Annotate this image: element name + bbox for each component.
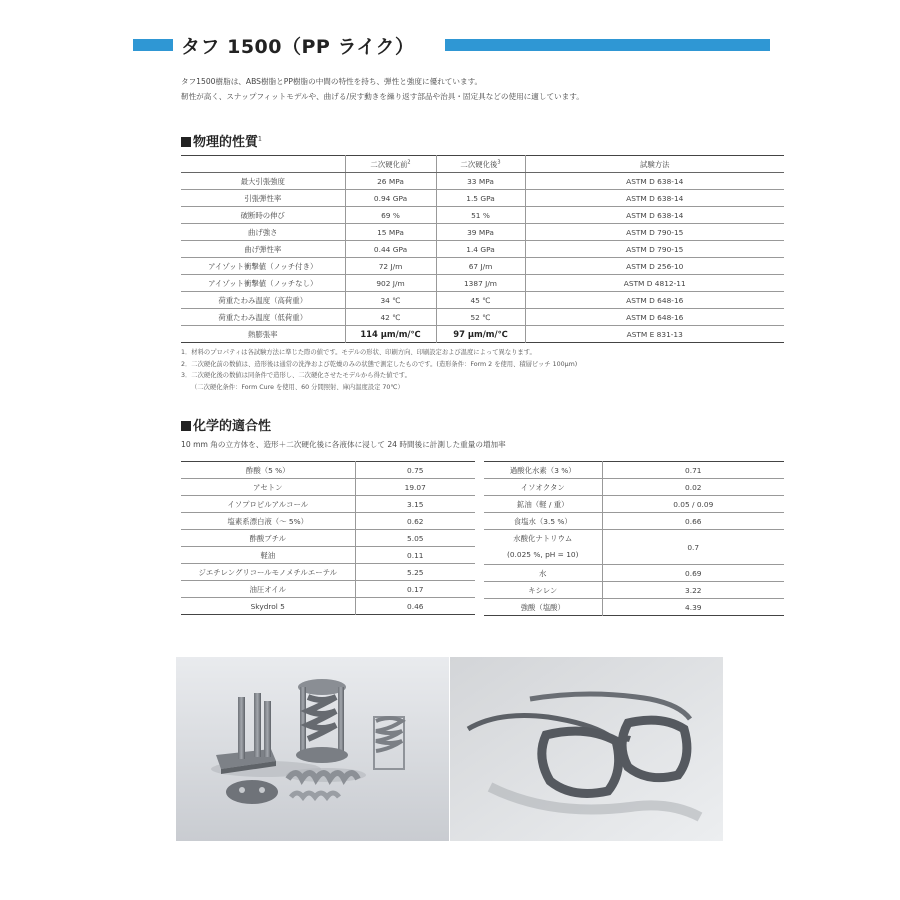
value-post: 51 % — [436, 207, 525, 224]
value-pre: 0.44 GPa — [345, 241, 436, 258]
test-method: ASTM D 638-14 — [525, 190, 784, 207]
value-pre: 72 J/m — [345, 258, 436, 275]
test-method: ASTM E 831-13 — [525, 326, 784, 343]
square-bullet-icon — [181, 137, 191, 147]
header-post-cure: 二次硬化後$^3$ — [436, 156, 525, 173]
chemical-name: 強酸（塩酸） — [484, 599, 602, 616]
table-row — [181, 547, 475, 564]
chemical-name: 鉱油（軽 / 重） — [484, 496, 602, 513]
table-row — [181, 190, 784, 207]
title-accent-left — [133, 39, 173, 51]
table-row — [181, 309, 784, 326]
table-row — [181, 598, 475, 615]
value-post: 1387 J/m — [436, 275, 525, 292]
page-title: タフ 1500（PP ライク） — [181, 36, 415, 58]
weight-gain: 19.07 — [355, 479, 475, 496]
weight-gain: 3.22 — [602, 582, 784, 599]
photo-printed-parts — [176, 657, 449, 841]
value-pre: 0.94 GPa — [345, 190, 436, 207]
value-pre: 26 MPa — [345, 173, 436, 190]
value-pre: 114 μm/m/℃ — [345, 326, 436, 343]
weight-gain: 0.75 — [355, 462, 475, 479]
intro-line-2: 靭性が高く、スナップフィットモデルや、曲げる/戻す動きを繰り返す部品や治具・固定具などの使用に適しています。 — [181, 92, 584, 101]
test-method: ASTM D 256-10 — [525, 258, 784, 275]
table-row — [181, 292, 784, 309]
chemical-name: ジエチレングリコールモノメチルエーテル — [181, 564, 355, 581]
table-row — [181, 496, 475, 513]
value-pre: 34 ℃ — [345, 292, 436, 309]
test-method: ASTM D 638-14 — [525, 207, 784, 224]
table-row — [181, 241, 784, 258]
value-post: 1.4 GPa — [436, 241, 525, 258]
intro-text — [181, 74, 781, 104]
photo-glasses-frame — [450, 657, 723, 841]
test-method: ASTM D 638-14 — [525, 173, 784, 190]
weight-gain: 5.25 — [355, 564, 475, 581]
value-post: 97 μm/m/℃ — [436, 326, 525, 343]
chemical-name: アセトン — [181, 479, 355, 496]
chemical-name: 酢酸（5 %） — [245, 465, 290, 475]
chemical-name: 過酸化水素（3 %） — [509, 465, 576, 475]
header-pre-cure: 二次硬化前$^2$ — [345, 156, 436, 173]
table-row — [181, 275, 784, 292]
chemical-name: 油圧オイル — [181, 581, 355, 598]
property-name: 引張弾性率 — [181, 190, 345, 207]
test-method: ASTM D 648-16 — [525, 309, 784, 326]
weight-gain: 0.71 — [602, 462, 784, 479]
value-post: 1.5 GPa — [436, 190, 525, 207]
title-accent-right — [445, 39, 770, 51]
value-post: 33 MPa — [436, 173, 525, 190]
weight-gain: 0.62 — [355, 513, 475, 530]
chemical-name: Skydrol 5 — [181, 598, 355, 615]
section-title-chemical — [181, 415, 271, 434]
table-row — [181, 173, 784, 190]
test-method: ASTM D 648-16 — [525, 292, 784, 309]
weight-gain: 0.7 — [602, 530, 784, 565]
table-row — [181, 581, 475, 598]
value-pre: 69 % — [345, 207, 436, 224]
footnote-1: 1．材料のプロパティは各試験方法に準じた際の値です。モデルの形状、印刷方向、印刷設定および温度によって異なります。 — [181, 349, 536, 356]
weight-gain: 4.39 — [602, 599, 784, 616]
value-post: 67 J/m — [436, 258, 525, 275]
chemical-table-left — [181, 461, 475, 615]
table-row — [181, 564, 475, 581]
table-row — [484, 599, 784, 616]
property-name: 荷重たわみ温度（低荷重） — [181, 309, 345, 326]
physical-title-text: 物理的性質 — [193, 135, 259, 150]
table-row — [484, 565, 784, 582]
weight-gain: 0.11 — [355, 547, 475, 564]
physical-title-footnote: 1 — [258, 135, 262, 143]
chemical-name: キシレン — [484, 582, 602, 599]
value-pre: 15 MPa — [345, 224, 436, 241]
table-row — [181, 224, 784, 241]
property-name: 最大引張強度 — [181, 173, 345, 190]
value-post: 52 ℃ — [436, 309, 525, 326]
chemical-name: イソプロピルアルコール — [181, 496, 355, 513]
weight-gain: 0.05 / 0.09 — [602, 496, 784, 513]
chemical-title-text: 化学的適合性 — [193, 419, 272, 434]
chemical-name: 酢酸ブチル — [181, 530, 355, 547]
property-name: アイゾット衝撃値（ノッチ付き） — [181, 258, 345, 275]
test-method: ASTM D 790-15 — [525, 241, 784, 258]
table-header-row — [181, 156, 784, 173]
chemical-name: 水 — [484, 565, 602, 582]
table-row — [484, 479, 784, 496]
table-row — [484, 582, 784, 599]
footnote-3: 3．二次硬化後の数値は同条件で造形し、二次硬化させたモデルから得た値です。 — [181, 372, 411, 379]
value-post: 39 MPa — [436, 224, 525, 241]
property-name: 荷重たわみ温度（高荷重） — [181, 292, 345, 309]
weight-gain: 0.17 — [355, 581, 475, 598]
table-row — [484, 496, 784, 513]
chemical-name: 水酸化ナトリウム (0.025 %, pH = 10) — [484, 530, 602, 565]
square-bullet-icon — [181, 421, 191, 431]
header-test-method: 試験方法 — [525, 156, 784, 173]
footnote-2: 2．二次硬化前の数値は、造形後は通常の洗浄および乾燥のみの状態で測定したものです。(造形条件：Form 2 を使用、積層ピッチ 100μm) — [181, 360, 578, 368]
chemical-name: 軽油 — [181, 547, 355, 564]
table-row — [181, 479, 475, 496]
section-title-physical — [181, 131, 262, 150]
weight-gain: 0.46 — [355, 598, 475, 615]
header-property — [181, 156, 345, 173]
chemical-name: イソオクタン — [484, 479, 602, 496]
property-name: 曲げ弾性率 — [181, 241, 345, 258]
value-pre: 42 ℃ — [345, 309, 436, 326]
table-row — [181, 326, 784, 343]
table-row — [181, 513, 475, 530]
footnotes — [181, 347, 577, 393]
weight-gain: 0.02 — [602, 479, 784, 496]
table-row — [484, 462, 784, 479]
table-row — [484, 530, 784, 565]
table-row — [484, 513, 784, 530]
chemical-name: 塩素系漂白液（～ 5%） — [181, 513, 355, 530]
test-method: ASTM D 790-15 — [525, 224, 784, 241]
weight-gain: 0.66 — [602, 513, 784, 530]
test-method: ASTM D 4812-11 — [525, 275, 784, 292]
weight-gain: 0.69 — [602, 565, 784, 582]
physical-properties-table — [181, 155, 784, 343]
value-post: 45 ℃ — [436, 292, 525, 309]
value-pre: 902 J/m — [345, 275, 436, 292]
footnote-3-conditions: （二次硬化条件：Form Cure を使用、60 分間照射、庫内温度設定 70℃） — [191, 383, 404, 391]
table-row — [181, 207, 784, 224]
table-row — [181, 530, 475, 547]
property-name: 熱膨張率 — [181, 326, 345, 343]
property-name: アイゾット衝撃値（ノッチなし） — [181, 275, 345, 292]
table-row — [181, 462, 475, 479]
property-name: 曲げ強さ — [181, 224, 345, 241]
property-name: 破断時の伸び — [181, 207, 345, 224]
table-row — [181, 258, 784, 275]
weight-gain: 5.05 — [355, 530, 475, 547]
chemical-intro: 10 mm 角の立方体を、造形＋二次硬化後に各液体に浸して 24 時間後に計測した重量の増加率 — [181, 440, 506, 449]
weight-gain: 3.15 — [355, 496, 475, 513]
intro-line-1: タフ1500樹脂は、ABS樹脂とPP樹脂の中間の特性を持ち、弾性と強度に優れています。 — [181, 77, 483, 86]
chemical-name: 食塩水（3.5 %） — [484, 513, 602, 530]
title-bar — [133, 34, 770, 56]
chemical-table-right — [484, 461, 784, 616]
